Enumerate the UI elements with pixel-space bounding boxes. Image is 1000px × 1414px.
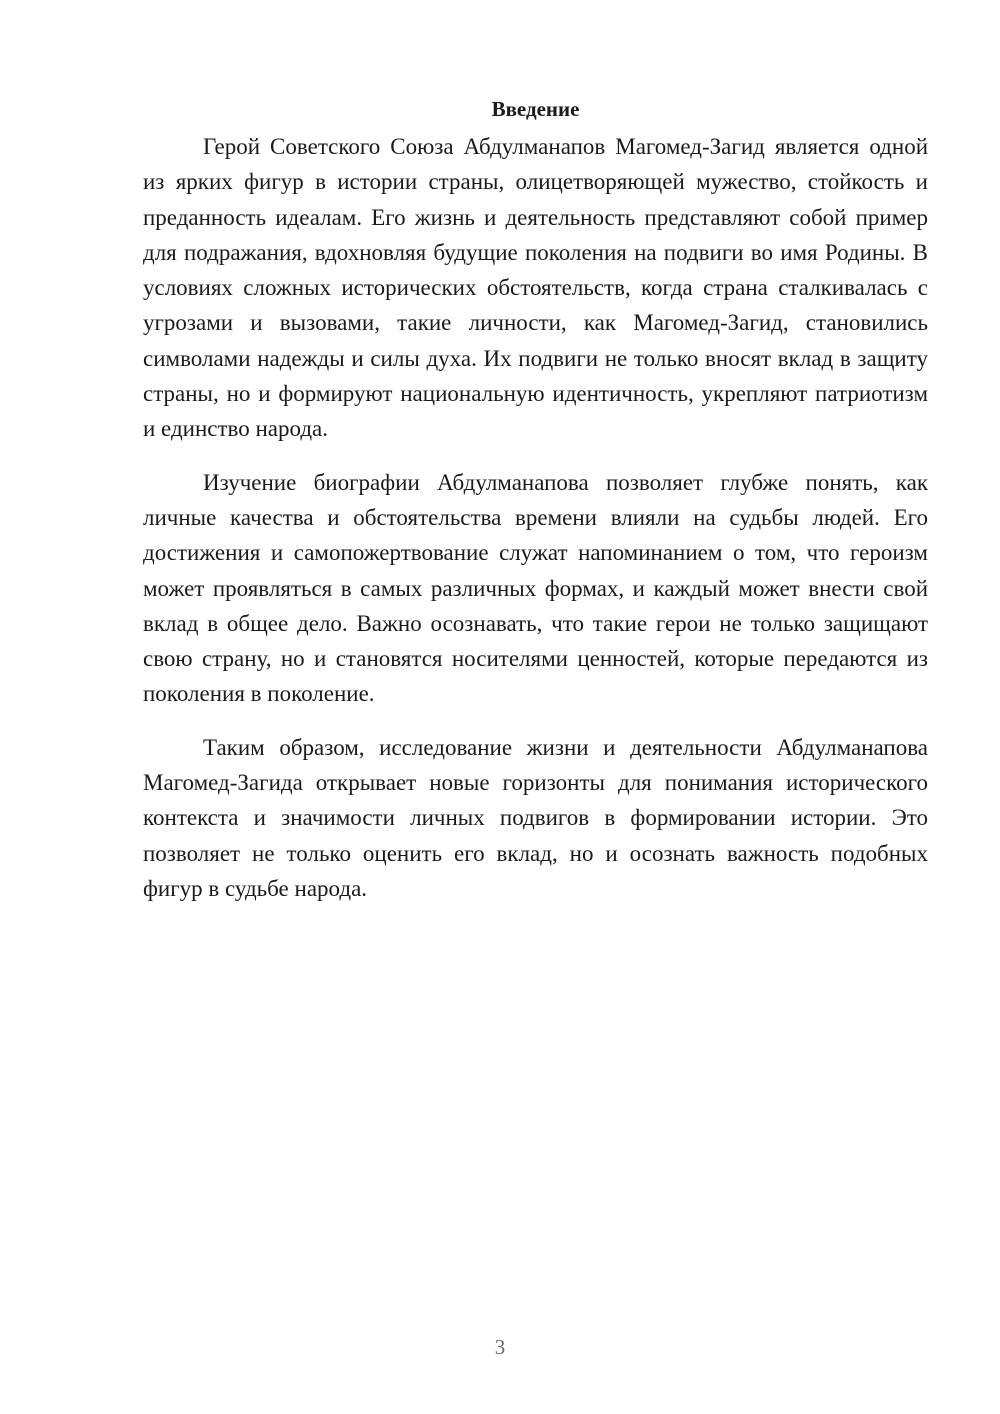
page-number: 3 (494, 1335, 506, 1359)
paragraph-1: Герой Советского Союза Абдулманапов Магомед-Загид является одной из ярких фигур в истории страны, олицетворяющей мужество, стойкость и преданность идеалам. Его жизнь и деятельность представляют собой пример для подражания, вдохновляя будущие поколения на подвиги во имя Родины. В условиях сложных исторических обстоятельств, когда страна сталкивалась с угрозами и вызовами, такие личности, как Магомед-Загид, становились символами надежды и силы духа. Их подвиги не только вносят вклад в защиту страны, но и формируют национальную идентичность, укрепляют патриотизм и единство народа. (143, 134, 928, 442)
page-content (143, 94, 928, 924)
paragraph-2: Изучение биографии Абдулманапова позволяет глубже понять, как личные качества и обстоятельства времени влияли на судьбы людей. Его достижения и самопожертвование служат напоминанием о том, что героизм может проявляться в самых различных формах, и каждый может внести свой вклад в общее дело. Важно осознавать, что такие герои не только защищают свою страну, но и становятся носителями ценностей, которые передаются из поколения в поколение. (143, 469, 928, 707)
section-heading: Введение (491, 97, 580, 121)
paragraph-3: Таким образом, исследование жизни и деятельности Абдулманапова Магомед-Загида открывает новые горизонты для понимания исторического контекста и значимости личных подвигов в формировании истории. Это позволяет не только оценить его вклад, но и осознать важность подобных фигур в судьбе народа. (143, 734, 928, 901)
